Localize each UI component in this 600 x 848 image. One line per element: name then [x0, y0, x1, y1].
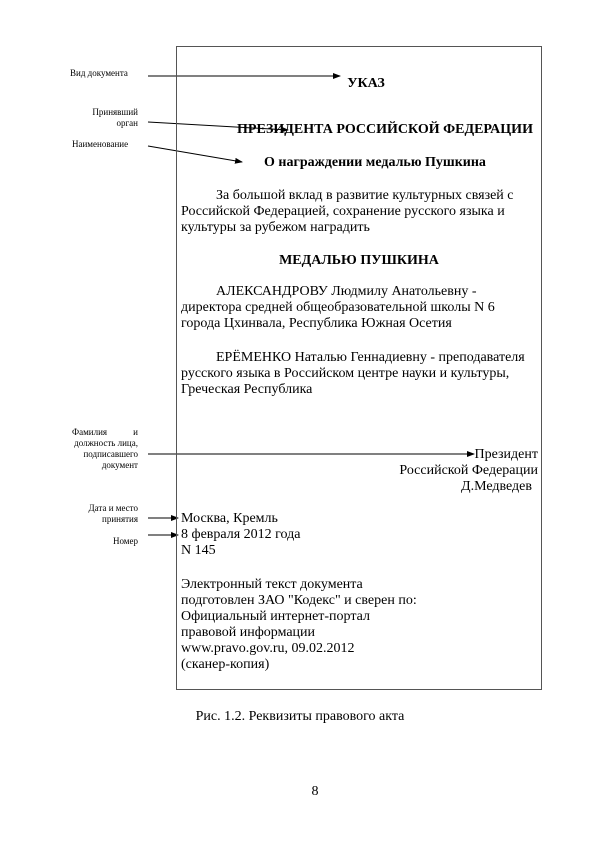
figure-caption: Рис. 1.2. Реквизиты правового акта [195, 709, 405, 724]
label-signer: Фамилия и должность лица, подписавшего документ [72, 427, 138, 470]
doc-place: Москва, Кремль [181, 511, 278, 526]
page-number: 8 [311, 784, 319, 799]
doc-award: МЕДАЛЬЮ ПУШКИНА [279, 253, 439, 268]
label-issuer: Принявший орган [92, 107, 138, 128]
doc-signature: Президент Российской Федерации Д.Медведев [399, 447, 538, 494]
doc-number: N 145 [181, 543, 216, 558]
label-title: Наименование [72, 139, 129, 149]
doc-awardee-1: АЛЕКСАНДРОВУ Людмилу Анатольевну - директора средней общеобразовательной школы N 6 города Цхинвала, Республика Южная Осетия [181, 284, 495, 331]
label-doc-type: Вид документа [70, 68, 128, 78]
doc-issuer: ПРЕЗИДЕНТА РОССИЙСКОЙ ФЕДЕРАЦИИ [237, 122, 533, 137]
doc-intro: За большой вклад в развитие культурных связей с Российской Федерацией, сохранение русского языка и культуры за рубежом наградить [181, 188, 514, 235]
doc-date: 8 февраля 2012 года [181, 527, 301, 542]
doc-title: О награждении медалью Пушкина [264, 155, 486, 170]
label-number: Номер [112, 536, 138, 546]
label-date-place: Дата и место принятия [88, 503, 138, 524]
doc-source-note: Электронный текст документа подготовлен ЗАО "Кодекс" и сверен по: Официальный интернет-портал правовой информации www.pravo.gov.ru, 09.02.2012 (сканер-копия) [181, 577, 417, 672]
doc-type: УКАЗ [347, 76, 385, 91]
doc-adoption [181, 511, 301, 559]
doc-awardee-2: ЕРЁМЕНКО Наталью Геннадиевну - преподавателя русского языка в Российском центре науки и культуры, Греческая Республика [181, 350, 525, 397]
